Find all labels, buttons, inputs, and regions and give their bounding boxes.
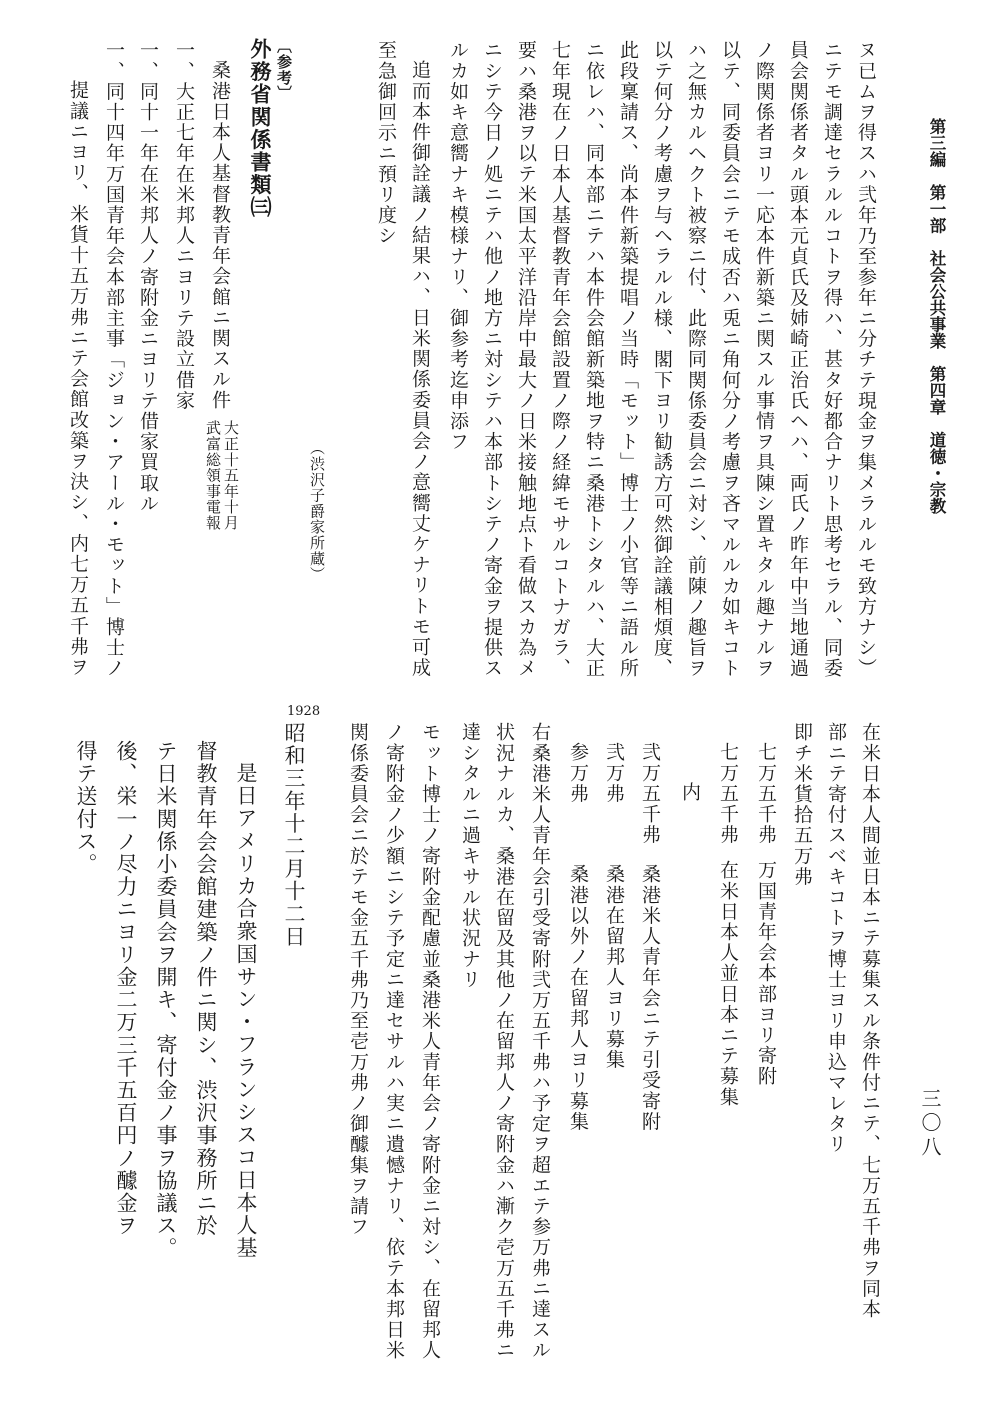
text-line: ニシテ今日ノ処ニテハ他ノ地方ニ対シテハ本部トシテノ寄金ヲ提供ス bbox=[481, 40, 503, 679]
text-line: 七年現在ノ日本人基督教青年会館設置ノ際ノ経緯モサルコトナガラ、 bbox=[549, 40, 571, 679]
text-line: 追而本件御詮議ノ結果ハ、日米関係委員会ノ意嚮丈ケナリトモ可成 bbox=[409, 60, 431, 678]
text-line: 即チ米貨拾五万弗 bbox=[791, 722, 813, 887]
text-line: ハ之無カルヘクト被察ニ付、此際同関係委員会ニ対シ、前陳ノ趣旨ヲ bbox=[685, 40, 707, 679]
amount-description: 桑港以外ノ在留邦人ヨリ募集 bbox=[567, 864, 589, 1132]
list-item: 一、大正七年在米邦人ニヨリテ設立借家 bbox=[173, 40, 195, 411]
text-line: 後、栄一ノ尽力ニヨリ金二万三千五百円ノ醵金ヲ bbox=[114, 740, 138, 1238]
amount: 弐万弗 bbox=[603, 742, 625, 804]
text-line: ニ依レハ、同本部ニテハ本件会館新築地ヲ特ニ桑港トシタルハ、大正 bbox=[583, 40, 605, 679]
text-line: 得テ送付ス。 bbox=[74, 740, 98, 876]
text-line: 達シタルニ過キサル状況ナリ bbox=[459, 722, 481, 990]
running-title: 第三編 第一部 社会公共事業 第四章 道徳・宗教 bbox=[927, 118, 946, 514]
amount: 弐万五千弗 bbox=[639, 742, 661, 845]
text-line: 此段稟請ス、尚本件新築提唱ノ当時「モット」博士ノ小官等ニ語ル所 bbox=[617, 40, 639, 679]
reference-item-date: 大正十五年十月 bbox=[222, 420, 240, 531]
year-note: 1928 bbox=[287, 704, 321, 719]
text-line: ニテモ調達セラルルコトヲ得ハ、甚タ好都合ナリト思考セラル、同委 bbox=[821, 40, 843, 679]
source-note: （渋沢子爵家所蔵） bbox=[308, 440, 326, 583]
amount-description: 在米日本人並日本ニテ募集 bbox=[717, 860, 739, 1108]
reference-item-title: 桑港日本人基督教青年会館ニ関スル件 bbox=[209, 60, 231, 411]
reference-title: 外務省関係書類㈢ bbox=[248, 38, 273, 219]
text-line: 以テ何分ノ考慮ヲ与ヘラルル様、閣下ヨリ勧誘方可然御詮議相煩度、 bbox=[651, 40, 673, 679]
text-line: ヌ已ムヲ得スハ弐年乃至参年ニ分チテ現金ヲ集メラルルモ致方ナシ） bbox=[855, 40, 877, 679]
text-line: 要ハ桑港ヲ以テ米国太平洋沿岸中最大ノ日米接触地点ト看做スカ為メ bbox=[515, 40, 537, 679]
text-line: 是日アメリカ合衆国サン・フランシスコ日本人基 bbox=[234, 762, 258, 1260]
breakdown-heading: 内 bbox=[679, 782, 701, 803]
text-line: ノ際関係者ヨリ一応本件新築ニ関スル事情ヲ具陳シ置キタル趣ナルヲ bbox=[753, 40, 775, 679]
text-line: 督教青年会会館建築ノ件ニ関シ、渋沢事務所ニ於 bbox=[194, 740, 218, 1238]
text-line: 状況ナルカ、桑港在留及其他ノ在留邦人ノ寄附金ハ漸ク壱万五千弗ニ bbox=[493, 722, 515, 1361]
entry-date: 昭和三年十二月十二日 bbox=[282, 722, 306, 948]
text-line: 以テ、同委員会ニテモ成否ハ兎ニ角何分ノ考慮ヲ吝マルルカ如キコト bbox=[719, 40, 741, 679]
text-line: 部ニテ寄付スベキコトヲ博士ヨリ申込マレタリ bbox=[825, 722, 847, 1155]
amount-description: 桑港米人青年会ニテ引受寄附 bbox=[639, 864, 661, 1132]
amount: 参万弗 bbox=[567, 742, 589, 804]
text-line: 関係委員会ニ於テモ金五千弗乃至壱万弗ノ御醵集ヲ請フ bbox=[347, 722, 369, 1237]
amount: 七万五千弗 bbox=[755, 742, 777, 845]
amount: 七万五千弗 bbox=[717, 742, 739, 845]
amount-description: 万国青年会本部ヨリ寄附 bbox=[755, 860, 777, 1087]
list-item: 提議ニヨリ、米貨十五万弗ニテ会館改築ヲ決シ、内七万五千弗ヲ bbox=[67, 80, 89, 678]
text-line: 員会関係者タル頭本元貞氏及姉崎正治氏ヘハ、両氏ノ昨年中当地通過 bbox=[787, 40, 809, 679]
text-line: モット博士ノ寄附金配慮並桑港米人青年会ノ寄附金ニ対シ、在留邦人 bbox=[419, 722, 441, 1361]
amount-description: 桑港在留邦人ヨリ募集 bbox=[603, 864, 625, 1070]
text-line: テ日米関係小委員会ヲ開キ、寄付金ノ事ヲ協議ス。 bbox=[154, 740, 178, 1260]
reference-item-origin: 武富総領事電報 bbox=[204, 420, 222, 531]
text-line: 右桑港米人青年会引受寄附弐万五千弗ハ予定ヲ超エテ参万弗ニ達スル bbox=[529, 722, 551, 1361]
list-item: 一、同十一年在米邦人ノ寄附金ニヨリテ借家買取ル bbox=[137, 40, 159, 514]
text-line: 在米日本人間並日本ニテ募集スル条件付ニテ、七万五千弗ヲ同本 bbox=[859, 722, 881, 1320]
text-line: ルカ如キ意嚮ナキ模様ナリ、御参考迄申添フ bbox=[447, 40, 469, 452]
text-line: 至急御回示ニ預リ度シ bbox=[375, 40, 397, 246]
page-number: 三〇八 bbox=[918, 1088, 942, 1160]
text-line: ノ寄附金ノ少額ニシテ予定ニ達セサルハ実ニ遺憾ナリ、依テ本邦日米 bbox=[383, 722, 405, 1361]
list-item: 一、同十四年万国青年会本部主事「ジョン・アール・モット」博士ノ bbox=[103, 40, 125, 679]
reference-tag: 〔参考〕 bbox=[275, 38, 293, 102]
